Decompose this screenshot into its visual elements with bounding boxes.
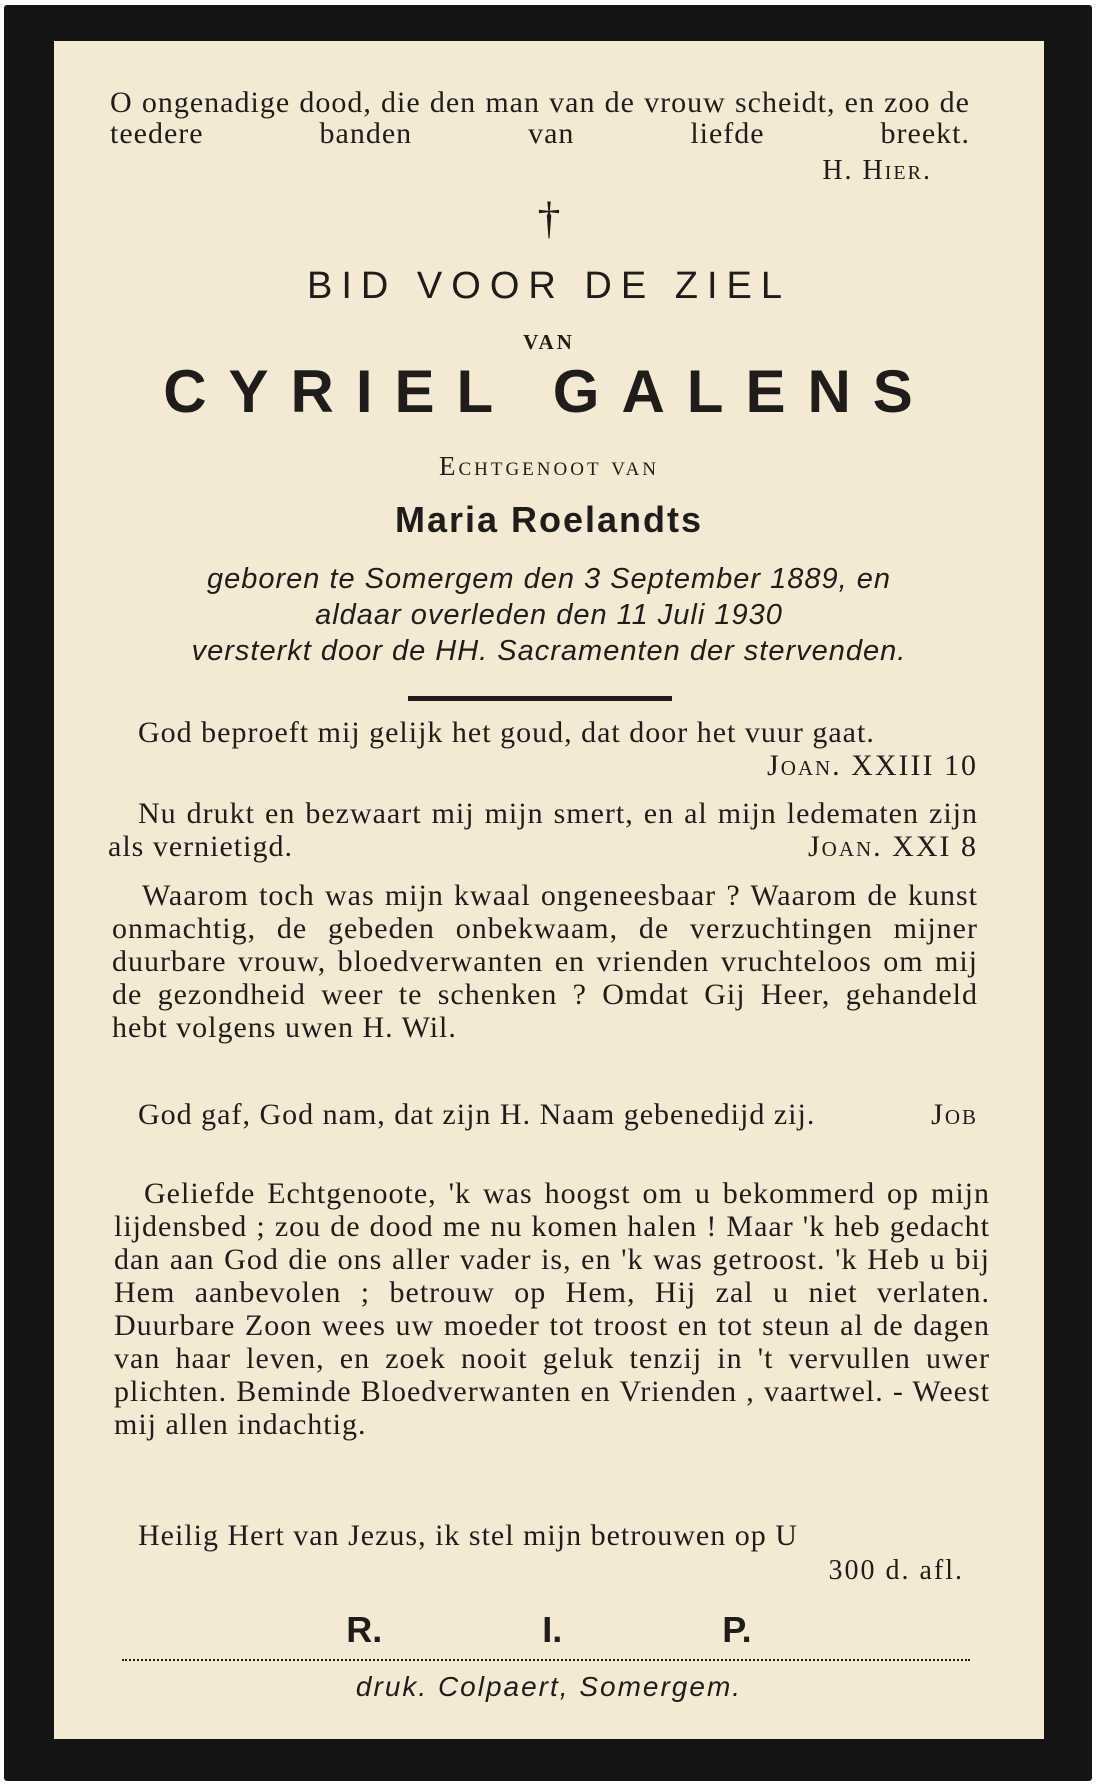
verse-paragraph [108,1098,978,1131]
verse-text: Geliefde Echtgenoote, 'k was hoogst om u bekommerd op mijn lijdensbed ; zou de dood me nu komen halen ! Maar 'k heb gedacht dan aan God die ons aller vader is, en 'k was getroost. 'k Heb u bij Hem aanbevolen ; betrouw op Hem, Hij zal u niet verlaten. Duurbare Zoon wees uw moeder tot troost en tot steun al de dagen van haar leven, en zoek nooit geluk tenzij in 't vervullen uwer plichten. Beminde Bloedverwanten en Vrienden , vaartwel. - Weest mij allen indachtig. [114,1177,990,1441]
verse-text: God beproeft mij gelijk het goud, dat door het vuur gaat. [138,716,875,749]
spouse-label: Echtgenoot van [438,451,660,481]
bio-line-birth: geboren te Somergem den 3 September 1889, en [206,563,892,595]
bio-line-sacraments: versterkt door de HH. Sacramenten der stervenden. [191,635,907,667]
card-paper [54,41,1044,1739]
verse-paragraph [108,797,978,863]
deceased-name: CYRIEL GALENS [163,358,935,425]
van-label: VAN [523,330,575,354]
cross-icon: † [537,192,561,243]
indulgence-note: 300 d. afl. [828,1555,964,1586]
prayer-heading: BID VOOR DE ZIEL [307,265,791,307]
rip-label: R. I. P. [346,1609,752,1650]
verse-text: Nu drukt en bezwaart mij mijn smert, en al mijn ledematen zijn als vernietigd. [108,797,978,863]
mourning-card [4,5,1092,1781]
verse-paragraph [114,1177,990,1441]
opening-quote: O ongenadige dood, die den man van de vrouw scheidt, en zoo de teedere banden van liefde breekt. [110,86,970,150]
dotted-divider [122,1659,970,1661]
verse-text: God gaf, God nam, dat zijn H. Naam gebenedijd zij. [138,1098,816,1131]
verse-paragraph [112,879,978,1044]
verse-reference: Joan. XXI 8 [808,830,978,863]
spouse-name: Maria Roelandts [394,499,704,540]
printer-credit: druk. Colpaert, Somergem. [355,1671,743,1702]
verse-reference: Job [931,1098,978,1131]
quote-source: H. Hier. [822,155,932,186]
verse-reference: Joan. XXIII 10 [767,749,978,782]
verse-paragraph [108,716,978,782]
bio-line-death: aldaar overleden den 11 Juli 1930 [315,599,783,631]
verse-paragraph [108,1519,978,1552]
verse-text: Heilig Hert van Jezus, ik stel mijn betrouwen op U [138,1519,798,1552]
verse-text: Waarom toch was mijn kwaal ongeneesbaar ? Waarom de kunst onmachtig, de gebeden onbekwaam, de verzuchtingen mijner duurbare vrouw, bloedverwanten en vrienden vruchteloos om mij de gezondheid weer te schenken ? Omdat Gij Heer, gehandeld hebt volgens uwen H. Wil. [112,879,978,1044]
biography [54,561,1044,669]
divider-rule [408,696,672,701]
